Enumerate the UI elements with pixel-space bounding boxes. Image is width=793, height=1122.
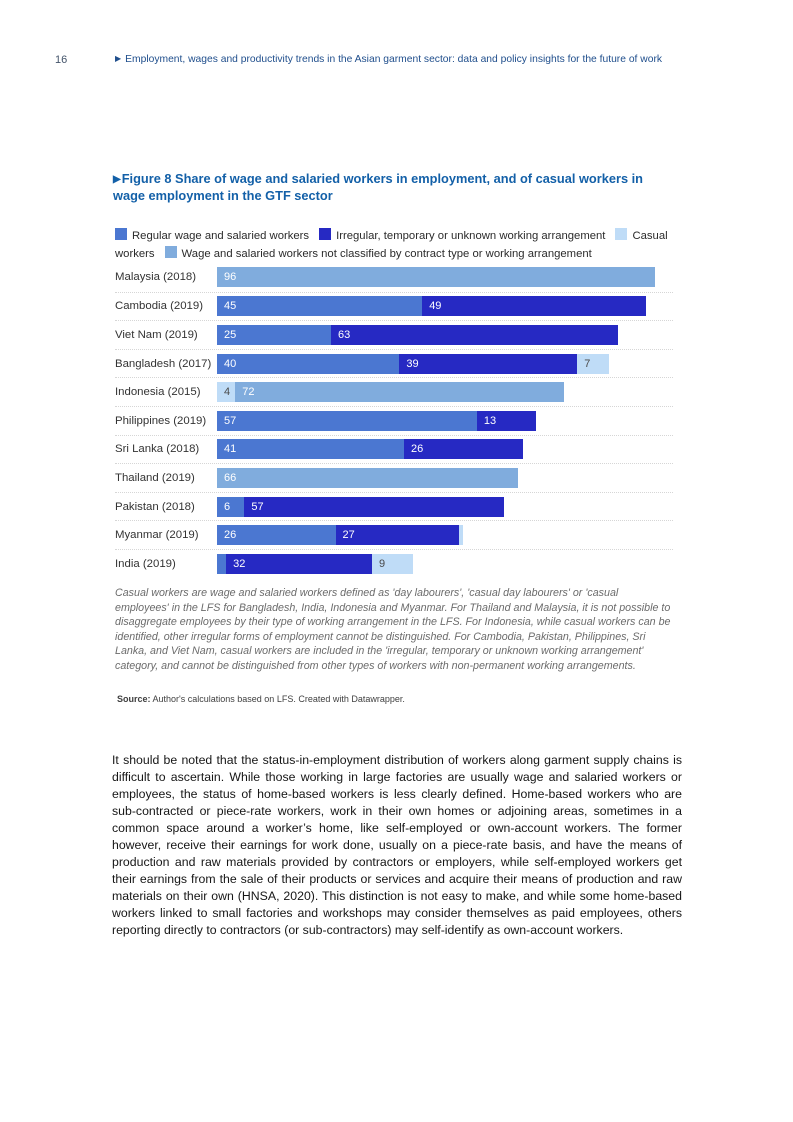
bar-value: 4 <box>224 386 231 399</box>
bar-segment <box>217 497 244 517</box>
bar-track <box>217 411 673 431</box>
figure-title <box>113 171 675 205</box>
chart-row <box>115 320 673 349</box>
bar-value: 41 <box>224 443 237 456</box>
page-number: 16 <box>55 54 68 66</box>
bar-value: 66 <box>224 471 237 484</box>
bar-value: 57 <box>251 500 264 513</box>
chart-row <box>115 292 673 321</box>
chart-row <box>115 406 673 435</box>
bar-value: 26 <box>410 443 424 456</box>
bar-track <box>217 325 673 345</box>
legend-swatch-icon <box>319 228 331 240</box>
bar-segment <box>226 554 372 574</box>
bar-segment <box>217 382 235 402</box>
bar-value: 57 <box>224 414 237 427</box>
legend-swatch-icon <box>115 228 127 240</box>
legend-label: Casual workers <box>115 230 668 261</box>
bar-value: 39 <box>406 357 419 370</box>
bar-segment <box>217 525 336 545</box>
bar-value: 40 <box>224 357 237 370</box>
category-label: Sri Lanka (2018) <box>115 443 200 456</box>
legend-item <box>165 248 592 260</box>
bar-segment <box>404 439 523 459</box>
arrow-icon: ▶ <box>113 174 121 185</box>
bar-value: 7 <box>584 357 591 370</box>
legend-swatch-icon <box>165 246 177 258</box>
chart-row <box>115 435 673 464</box>
arrow-icon: ▶ <box>115 54 122 63</box>
chart-row <box>115 492 673 521</box>
legend-item <box>115 230 309 242</box>
bar-track <box>217 554 673 574</box>
chart-row <box>115 377 673 406</box>
chart-row <box>115 463 673 492</box>
bar-value: 26 <box>224 529 237 542</box>
bar-segment <box>331 325 618 345</box>
bar-track <box>217 296 673 316</box>
bar-track <box>217 525 673 545</box>
legend-label: Irregular, temporary or unknown working arrangement <box>336 230 606 242</box>
source-label: Source: <box>117 694 151 704</box>
bar-value: 63 <box>338 328 351 341</box>
bar-segment <box>336 525 459 545</box>
category-label: Indonesia (2015) <box>115 386 201 399</box>
body-paragraph: It should be noted that the status-in-employment distribution of workers along garment supply chains is difficult to ascertain. While those working in large factories are usually wage and salaried workers or employees, the status of home-based workers is less clearly defined. Home-based workers who are sub-contracted or piece-rate workers, work in their own homes or adjoining areas, sometimes in a common space around a worker’s home, like self-employed or own-account workers. The former however, receive their earnings for work done, usually on a piece-rate basis, and have the means of production and raw materials provided by contractors or employers, while self-employed workers get their earnings from the sale of their products or services and acquire their means of production and raw materials on their own (HNSA, 2020). This distinction is not easy to make, and while some home-based workers linked to small factories and workshops may consider themselves as paid employees, others reporting directly to contractors (or sub-contractors) may self-identify as own-account workers. <box>112 753 682 937</box>
bar-track <box>217 468 673 488</box>
bar-track <box>217 382 673 402</box>
bar-segment <box>217 468 518 488</box>
category-label: Thailand (2019) <box>115 471 195 484</box>
bar-value: 32 <box>233 557 246 570</box>
category-label: Viet Nam (2019) <box>115 328 198 341</box>
bar-segment <box>477 411 536 431</box>
bar-value: 49 <box>429 300 442 313</box>
bar-value: 72 <box>242 386 255 399</box>
figure-title-text: Figure 8 Share of wage and salaried workers in employment, and of casual workers in wage employment in the GTF sector <box>113 171 643 203</box>
chart-row <box>115 520 673 549</box>
chart-row <box>115 349 673 378</box>
bar-value: 27 <box>342 529 355 542</box>
legend-label: Wage and salaried workers not classified by contract type or working arrangement <box>181 248 592 261</box>
bar-value: 45 <box>224 300 237 313</box>
bar-segment <box>217 325 331 345</box>
bar-segment <box>217 267 655 287</box>
category-label: Malaysia (2018) <box>115 271 197 284</box>
category-label: Philippines (2019) <box>115 414 207 427</box>
bar-segment <box>459 525 464 545</box>
chart-legend <box>115 227 673 263</box>
category-label: India (2019) <box>115 557 176 570</box>
bar-track <box>217 497 673 517</box>
bar-value: 96 <box>224 271 237 284</box>
bar-segment <box>235 382 563 402</box>
running-header <box>115 54 715 65</box>
bar-track <box>217 439 673 459</box>
bar-segment <box>217 354 399 374</box>
source-text: Author's calculations based on LFS. Created with Datawrapper. <box>150 694 405 704</box>
figure-note: Casual workers are wage and salaried workers defined as 'day labourers', 'casual day labourers' or 'casual employees' in the LFS for Bangladesh, India, Indonesia and Myanmar. For Thailand and Malaysia, it is not possible to disaggregate employees by their type of working arrangement in the LFS. For Indonesia, while casual workers can be identified, other irregular forms of employment cannot be distinguished. For Cambodia, Pakistan, Philippines, Sri Lanka, and Viet Nam, casual workers are included in the 'irregular, temporary or unknown working arrangement' category, and cannot be distinguished from other types of workers with non-permanent working arrangements. <box>115 587 671 672</box>
bar-segment <box>217 554 226 574</box>
bar-value: 13 <box>483 414 497 427</box>
bar-segment <box>244 497 504 517</box>
bar-segment <box>217 296 422 316</box>
bar-track <box>217 267 673 287</box>
bar-segment <box>577 354 609 374</box>
bar-segment <box>217 411 477 431</box>
category-label: Cambodia (2019) <box>115 300 204 313</box>
category-label: Bangladesh (2017) <box>115 357 212 370</box>
bar-value: 9 <box>379 557 386 570</box>
legend-item <box>319 230 605 242</box>
bar-segment <box>399 354 577 374</box>
bar-value: 25 <box>224 328 237 341</box>
chart-row <box>115 549 673 578</box>
category-label: Myanmar (2019) <box>115 529 199 542</box>
figure-source <box>117 694 675 704</box>
bar-segment <box>217 439 404 459</box>
legend-swatch-icon <box>615 228 627 240</box>
bar-value: 6 <box>224 500 231 513</box>
chart-row <box>115 263 673 292</box>
bar-track <box>217 354 673 374</box>
legend-label: Regular wage and salaried workers <box>132 230 310 242</box>
bar-segment <box>422 296 645 316</box>
category-label: Pakistan (2018) <box>115 500 195 513</box>
running-header-text: Employment, wages and productivity trends in the Asian garment sector: data and policy insights for the future of work <box>125 54 663 65</box>
chart <box>115 263 673 578</box>
bar-segment <box>372 554 413 574</box>
